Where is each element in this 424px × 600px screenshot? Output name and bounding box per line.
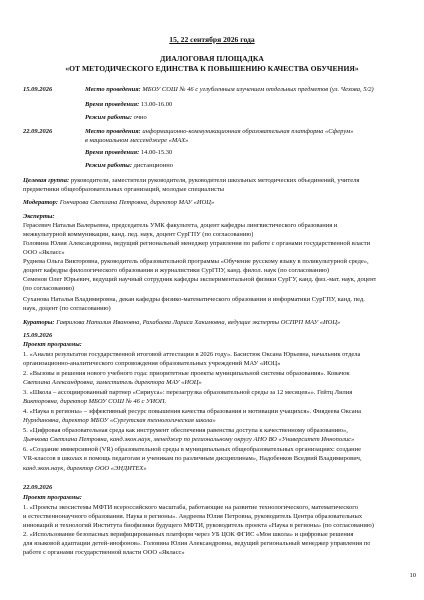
mode-value: очно	[133, 114, 147, 121]
program-2-line: 1. «Проекты экосистемы МФТИ всероссийского масштаба, работающие на развитие технологического, математического	[23, 504, 359, 511]
program-1-line: 1. «Анализ результатов государственной итоговой аттестации в 2026 году». Басистюк Оксана Юрьевна, начальник отдела	[23, 351, 361, 358]
session-1-place	[85, 86, 415, 94]
session-2-date: 22.09.2026	[23, 128, 53, 135]
expert-line: доцент кафедры филологического образования и журналистики СурГПУ, канд. филол. наук (по согласованию)	[23, 267, 330, 274]
mode-label: Режим работы:	[85, 114, 132, 121]
expert-line: наук, доцент (по согласованию)	[23, 305, 111, 312]
curators	[23, 319, 340, 327]
program-2-label: Проект программы:	[23, 494, 82, 501]
session-2-place	[85, 128, 415, 136]
target-group	[23, 177, 408, 185]
program-1-line: Нурлдиновна, директор МБОУ «Сургутская технологическая школа»	[23, 417, 216, 424]
program-2-line: 2. «Использование безопасных верифицированных платформ через УБ ЦОК ФГИС «Моя школа» и цифровые решения	[23, 531, 354, 538]
program-2-line: инноваций и технологий Института биофизики будущего МФТИ, руководитель проекта «Наука в регионы» (по согласованию)	[23, 522, 374, 529]
program-1-line: 5. «Цифровая образовательная среда как инструмент обеспечения равенства доступа к качественному образованию»,	[23, 427, 348, 434]
program-1-label: Проект программы:	[23, 341, 82, 348]
place-label: Место проведения:	[85, 86, 141, 93]
page-number: 10	[409, 572, 416, 579]
program-1-line: 6. «Создание иммерсивной (VR) образовательной среды в муниципальных общеобразовательных организациях: создание	[23, 446, 362, 453]
session-1-time	[85, 101, 172, 109]
session-1-date: 15.09.2026	[23, 86, 53, 93]
session-2-mode	[85, 162, 173, 170]
program-1-line: 4. «Наука в регионы» – эффективный ресурс повышения качества образования и мотивации учащихся». Фиядеева Оксана	[23, 408, 361, 415]
target-text: руководители, заместители руководителя, руководители школьных методических объединений, учителя	[70, 177, 360, 184]
mode-value: дистанционно	[133, 162, 173, 169]
program-1-line: канд.экон.наук, директор ООО «ЭНДИТЕХ»	[23, 465, 147, 472]
curators-text: Гаврилова Наталия Ивановна, Рахабаева Лариса Хакимовна, ведущие эксперты ОСПРП МАУ «ИОЦ»	[56, 319, 341, 326]
curators-label: Кураторы:	[23, 319, 55, 326]
session-2-time	[85, 149, 172, 157]
program-2-date: 22.09.2026	[23, 484, 53, 491]
moderator-text: Гончарова Светлана Петровна, директор МАУ «ИОЦ»	[59, 199, 215, 206]
expert-line: Герасевич Наталья Валерьевна, председатель УМК факультета, доцент кафедры лингвистического образования и	[23, 222, 338, 229]
target-group-cont: предметники общеобразовательных организаций, молодые специалисты	[23, 186, 225, 193]
program-2-line: для языковой адаптации детей-инофонов». Головина Юлия Александровна, ведущий региональный менеджер управления по	[23, 540, 371, 547]
expert-line: ООО «Якласс»	[23, 249, 65, 256]
expert-line: Руднева Ольга Викторовна, руководитель образовательной программы «Обучение русскому языку в поликультурной среде»,	[23, 258, 369, 265]
program-1-line: 2. «Вызовы и решения нового учебного года: приоритетные проекты муниципальной системы образования». Ковачок	[23, 370, 350, 377]
program-2-line: и естественнонаучного образования. Наука в регионы». Андреева Юлия Петровна, руководитель Центра образовательных	[23, 513, 363, 520]
expert-line: (по согласованию)	[23, 285, 75, 292]
program-2-line: работе с органами государственной власти ООО «Якласс»	[23, 549, 185, 556]
program-1-date: 15.09.2026	[23, 332, 53, 339]
expert-line: Семенов Олег Юрьевич, ведущий научный сотрудник кафедры экспериментальной физики СурГУ, канд. физ.-мат. наук, доцент	[23, 276, 377, 283]
expert-line: Суханова Наталья Владимировна, декан кафедры физико-математического образования и информатики СурГПУ, канд. пед.	[23, 296, 365, 303]
program-1-line: VR-классов в школах в помощь педагогам и ученикам по различным дисциплинам», Надобенков Вседвий Владимирович,	[23, 455, 362, 462]
experts-label: Эксперты:	[23, 213, 55, 220]
moderator	[23, 199, 214, 207]
place-label: Место проведения:	[85, 128, 141, 135]
session-1-mode	[85, 114, 147, 122]
program-1-line: Викторовна, директор МБОУ СОШ № 46 с УИОП.	[23, 398, 167, 405]
place-value: МБОУ СОШ № 46 с углубленным изучением отдельных предметов (ул. Чехова, 5/2)	[142, 86, 374, 93]
expert-line: Головина Юлия Александровна, ведущий региональный менеджер управления по работе с органами государственной власти	[23, 240, 371, 247]
program-1-line: Светлана Александровна, заместитель директора МАУ «ИОЦ»	[23, 379, 202, 386]
moderator-label: Модератор:	[23, 199, 59, 206]
target-label: Целевая группа:	[23, 177, 70, 184]
title-line-2: «ОТ МЕТОДИЧЕСКОГО ЕДИНСТВА К ПОВЫШЕНИЮ КАЧЕСТВА ОБУЧЕНИЯ»	[65, 64, 359, 73]
time-label: Время проведения:	[85, 101, 140, 108]
time-value: 14.00-15.30	[140, 149, 173, 156]
expert-line: межкультурной коммуникации, канд. пед. наук, доцент СурГПУ (по согласованию)	[23, 231, 254, 238]
time-label: Время проведения:	[85, 149, 140, 156]
program-1-line: организационно-аналитического сопровождения образовательных учреждений МАУ «ИОЦ»	[23, 360, 281, 367]
event-dates: 15, 22 сентября 2026 года	[169, 36, 255, 44]
place-value: информационно-коммуникационная образовательная платформа «Сферум»	[142, 128, 354, 135]
program-1-line: Дьячкова Светлана Петровна, канд.экон.наук, менеджер по региональному округу АНО ВО «Университет Иннополис»	[23, 436, 355, 443]
mode-label: Режим работы:	[85, 162, 132, 169]
program-1-line: 3. «Школа – ассоциированный партнер «Сириуса»: перезагрузка образовательной среды за 12 месяцев»». Гейтц Лилия	[23, 389, 353, 396]
session-2-place-cont: в национальном мессенджере «MAX»	[85, 137, 189, 144]
title-line-1: ДИАЛОГОВАЯ ПЛОЩАДКА	[160, 54, 264, 63]
time-value: 13.00-16.00	[140, 101, 173, 108]
